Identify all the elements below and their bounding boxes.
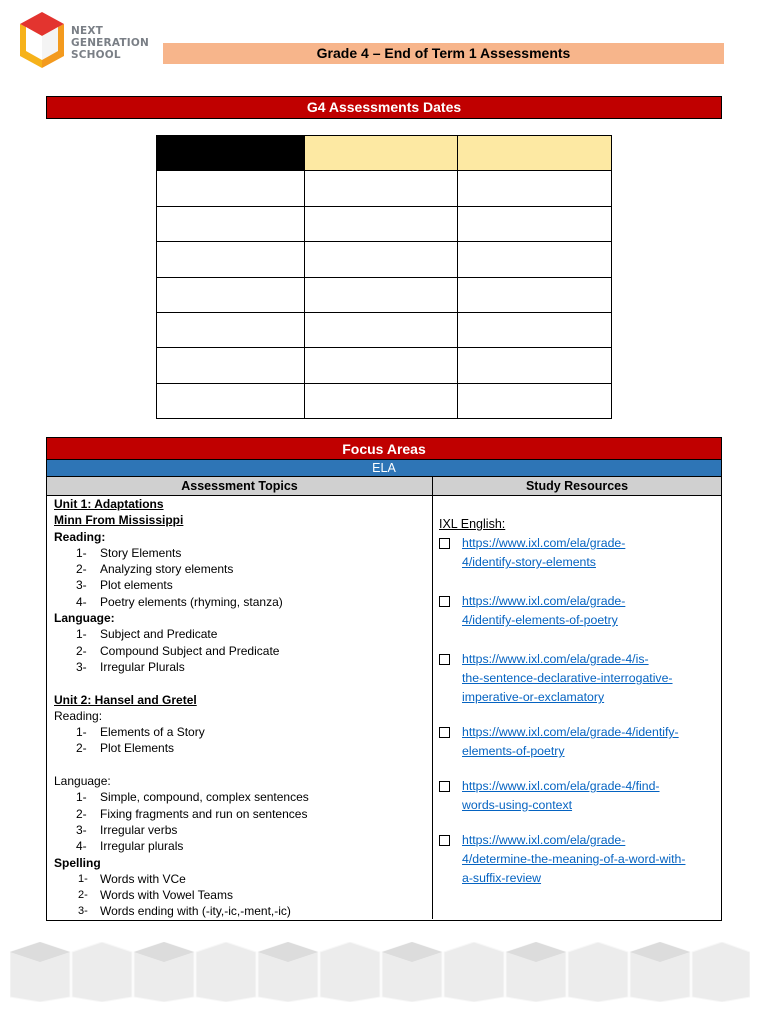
topic-text: Plot Elements (100, 741, 175, 756)
topic-text: Story Elements (100, 545, 182, 560)
unit-heading: Unit 1: Adaptations (54, 497, 164, 511)
resource-link-line: https://www.ixl.com/ela/grade-4/is- (462, 652, 649, 666)
study-resources-header: Study Resources (525, 479, 629, 493)
topic-item (54, 903, 432, 919)
dates-cell (458, 277, 612, 312)
topic-text: Elements of a Story (100, 725, 205, 740)
checkbox-icon[interactable] (439, 538, 450, 549)
topic-item (54, 740, 432, 756)
topic-text: Plot elements (100, 578, 173, 593)
resource-link-line: 4/determine-the-meaning-of-a-word-with- (462, 852, 686, 866)
topic-number: 3- (76, 659, 87, 674)
topic-text: Words with Vowel Teams (100, 888, 233, 903)
topic-item (54, 561, 432, 577)
assessment-dates-table (156, 135, 612, 419)
spacer (54, 675, 432, 691)
topic-text: Irregular plurals (100, 839, 184, 854)
dates-cell (458, 383, 612, 418)
footer-pattern (10, 942, 750, 1002)
school-logo-icon (18, 10, 66, 70)
assessment-topics-list (47, 496, 433, 919)
dates-cell (157, 171, 305, 206)
subject-header: ELA (47, 460, 721, 477)
unit-heading: Minn From Mississippi (54, 513, 184, 528)
topic-number: 3- (76, 578, 87, 593)
resource-link-line: imperative-or-exclamatory (462, 690, 605, 704)
dates-cell (157, 242, 305, 277)
dates-cell (157, 348, 305, 383)
resource-item (439, 831, 721, 888)
resource-link-line: https://www.ixl.com/ela/grade- (462, 536, 626, 550)
study-resources-list (433, 496, 721, 919)
dates-cell (458, 312, 612, 347)
resource-link[interactable] (462, 831, 717, 888)
dates-row (157, 206, 612, 241)
section-heading: Language: (54, 774, 111, 789)
topic-item (54, 871, 432, 887)
dates-row (157, 171, 612, 206)
dates-row (157, 348, 612, 383)
dates-row (157, 242, 612, 277)
topic-text: Simple, compound, complex sentences (100, 790, 309, 805)
topic-text: Subject and Predicate (100, 627, 218, 642)
resource-item (439, 592, 721, 630)
resource-link-line: a-suffix-review (462, 871, 542, 885)
dates-cell (157, 383, 305, 418)
topic-item (54, 806, 432, 822)
section-heading: Reading: (54, 708, 103, 723)
resource-link-line: 4/identify-elements-of-poetry (462, 613, 618, 627)
checkbox-icon[interactable] (439, 727, 450, 738)
dates-cell (157, 277, 305, 312)
topic-text: Words with VCe (100, 871, 186, 886)
resource-link-line: https://www.ixl.com/ela/grade-4/identify- (462, 725, 679, 739)
topic-item (54, 545, 432, 561)
checkbox-icon[interactable] (439, 654, 450, 665)
topic-number: 2- (76, 643, 87, 658)
topic-number: 1- (76, 790, 87, 805)
focus-areas-table (46, 437, 722, 921)
column-headers (47, 477, 721, 496)
topic-text: Analyzing story elements (100, 562, 234, 577)
topic-number: 1- (76, 545, 87, 560)
resource-link[interactable] (462, 777, 717, 815)
dates-cell (458, 136, 612, 171)
logo-text: NEXT GENERATION SCHOOL (71, 25, 149, 61)
focus-areas-title: Focus Areas (47, 438, 721, 460)
topic-item (54, 659, 432, 675)
topic-item (54, 822, 432, 838)
dates-cell (157, 206, 305, 241)
resource-link-line: elements-of-poetry (462, 744, 565, 758)
topic-item (54, 838, 432, 854)
resources-heading: IXL English: (439, 517, 506, 531)
dates-row (157, 383, 612, 418)
assessment-topics-header: Assessment Topics (47, 477, 433, 495)
dates-cell (458, 242, 612, 277)
dates-cell (157, 136, 305, 171)
resource-item (439, 534, 721, 572)
dates-cell (304, 348, 458, 383)
topic-number: 4- (76, 839, 87, 854)
dates-row (157, 277, 612, 312)
dates-cell (304, 206, 458, 241)
section-heading: Spelling (54, 855, 101, 870)
topic-number: 2- (76, 741, 87, 756)
dates-cell (458, 171, 612, 206)
unit-heading: Unit 2: Hansel and Gretel (54, 692, 197, 707)
resource-link-line: https://www.ixl.com/ela/grade- (462, 833, 626, 847)
topic-number: 3- (76, 822, 87, 837)
dates-cell (458, 348, 612, 383)
topic-item (54, 887, 432, 903)
checkbox-icon[interactable] (439, 596, 450, 607)
topic-number: 3- (78, 905, 88, 918)
dates-cell (304, 277, 458, 312)
topic-number: 2- (76, 562, 87, 577)
resource-item (439, 723, 721, 761)
topic-text: Words ending with (-ity,-ic,-ment,-ic) (100, 904, 291, 919)
dates-row (157, 312, 612, 347)
topic-text: Irregular Plurals (100, 659, 185, 674)
resource-link-line: the-sentence-declarative-interrogative- (462, 671, 673, 685)
topic-number: 1- (76, 725, 87, 740)
resource-link-line: https://www.ixl.com/ela/grade-4/find- (462, 779, 660, 793)
spacer (54, 757, 432, 773)
dates-cell (304, 242, 458, 277)
dates-header-row (157, 136, 612, 171)
resource-link-line: https://www.ixl.com/ela/grade- (462, 594, 626, 608)
topic-item (54, 626, 432, 642)
resource-link[interactable] (462, 534, 717, 572)
section-heading: Language: (54, 611, 115, 626)
topic-item (54, 724, 432, 740)
topic-item (54, 643, 432, 659)
resource-link-line: words-using-context (462, 798, 573, 812)
topic-item (54, 789, 432, 805)
topic-text: Compound Subject and Predicate (100, 643, 280, 658)
resource-link[interactable] (462, 592, 717, 630)
dates-cell (304, 383, 458, 418)
checkbox-icon[interactable] (439, 835, 450, 846)
checkbox-icon[interactable] (439, 781, 450, 792)
topic-item (54, 594, 432, 610)
topic-text: Irregular verbs (100, 822, 178, 837)
dates-cell (304, 171, 458, 206)
topic-text: Poetry elements (rhyming, stanza) (100, 594, 283, 609)
dates-cell (304, 136, 458, 171)
resource-item (439, 650, 721, 707)
section-heading: Reading: (54, 529, 106, 544)
topic-number: 2- (78, 889, 88, 902)
page-title: Grade 4 – End of Term 1 Assessments (163, 43, 724, 64)
resource-link[interactable] (462, 650, 717, 707)
topic-item (54, 577, 432, 593)
resource-item (439, 777, 721, 815)
resource-link[interactable] (462, 723, 717, 761)
topic-number: 2- (76, 806, 87, 821)
topic-number: 4- (76, 594, 87, 609)
dates-cell (304, 312, 458, 347)
resource-link-line: 4/identify-story-elements (462, 555, 596, 569)
topic-number: 1- (78, 872, 88, 885)
topic-number: 1- (76, 627, 87, 642)
dates-cell (458, 206, 612, 241)
assessment-dates-banner: G4 Assessments Dates (46, 96, 722, 119)
dates-cell (157, 312, 305, 347)
topic-text: Fixing fragments and run on sentences (100, 806, 308, 821)
